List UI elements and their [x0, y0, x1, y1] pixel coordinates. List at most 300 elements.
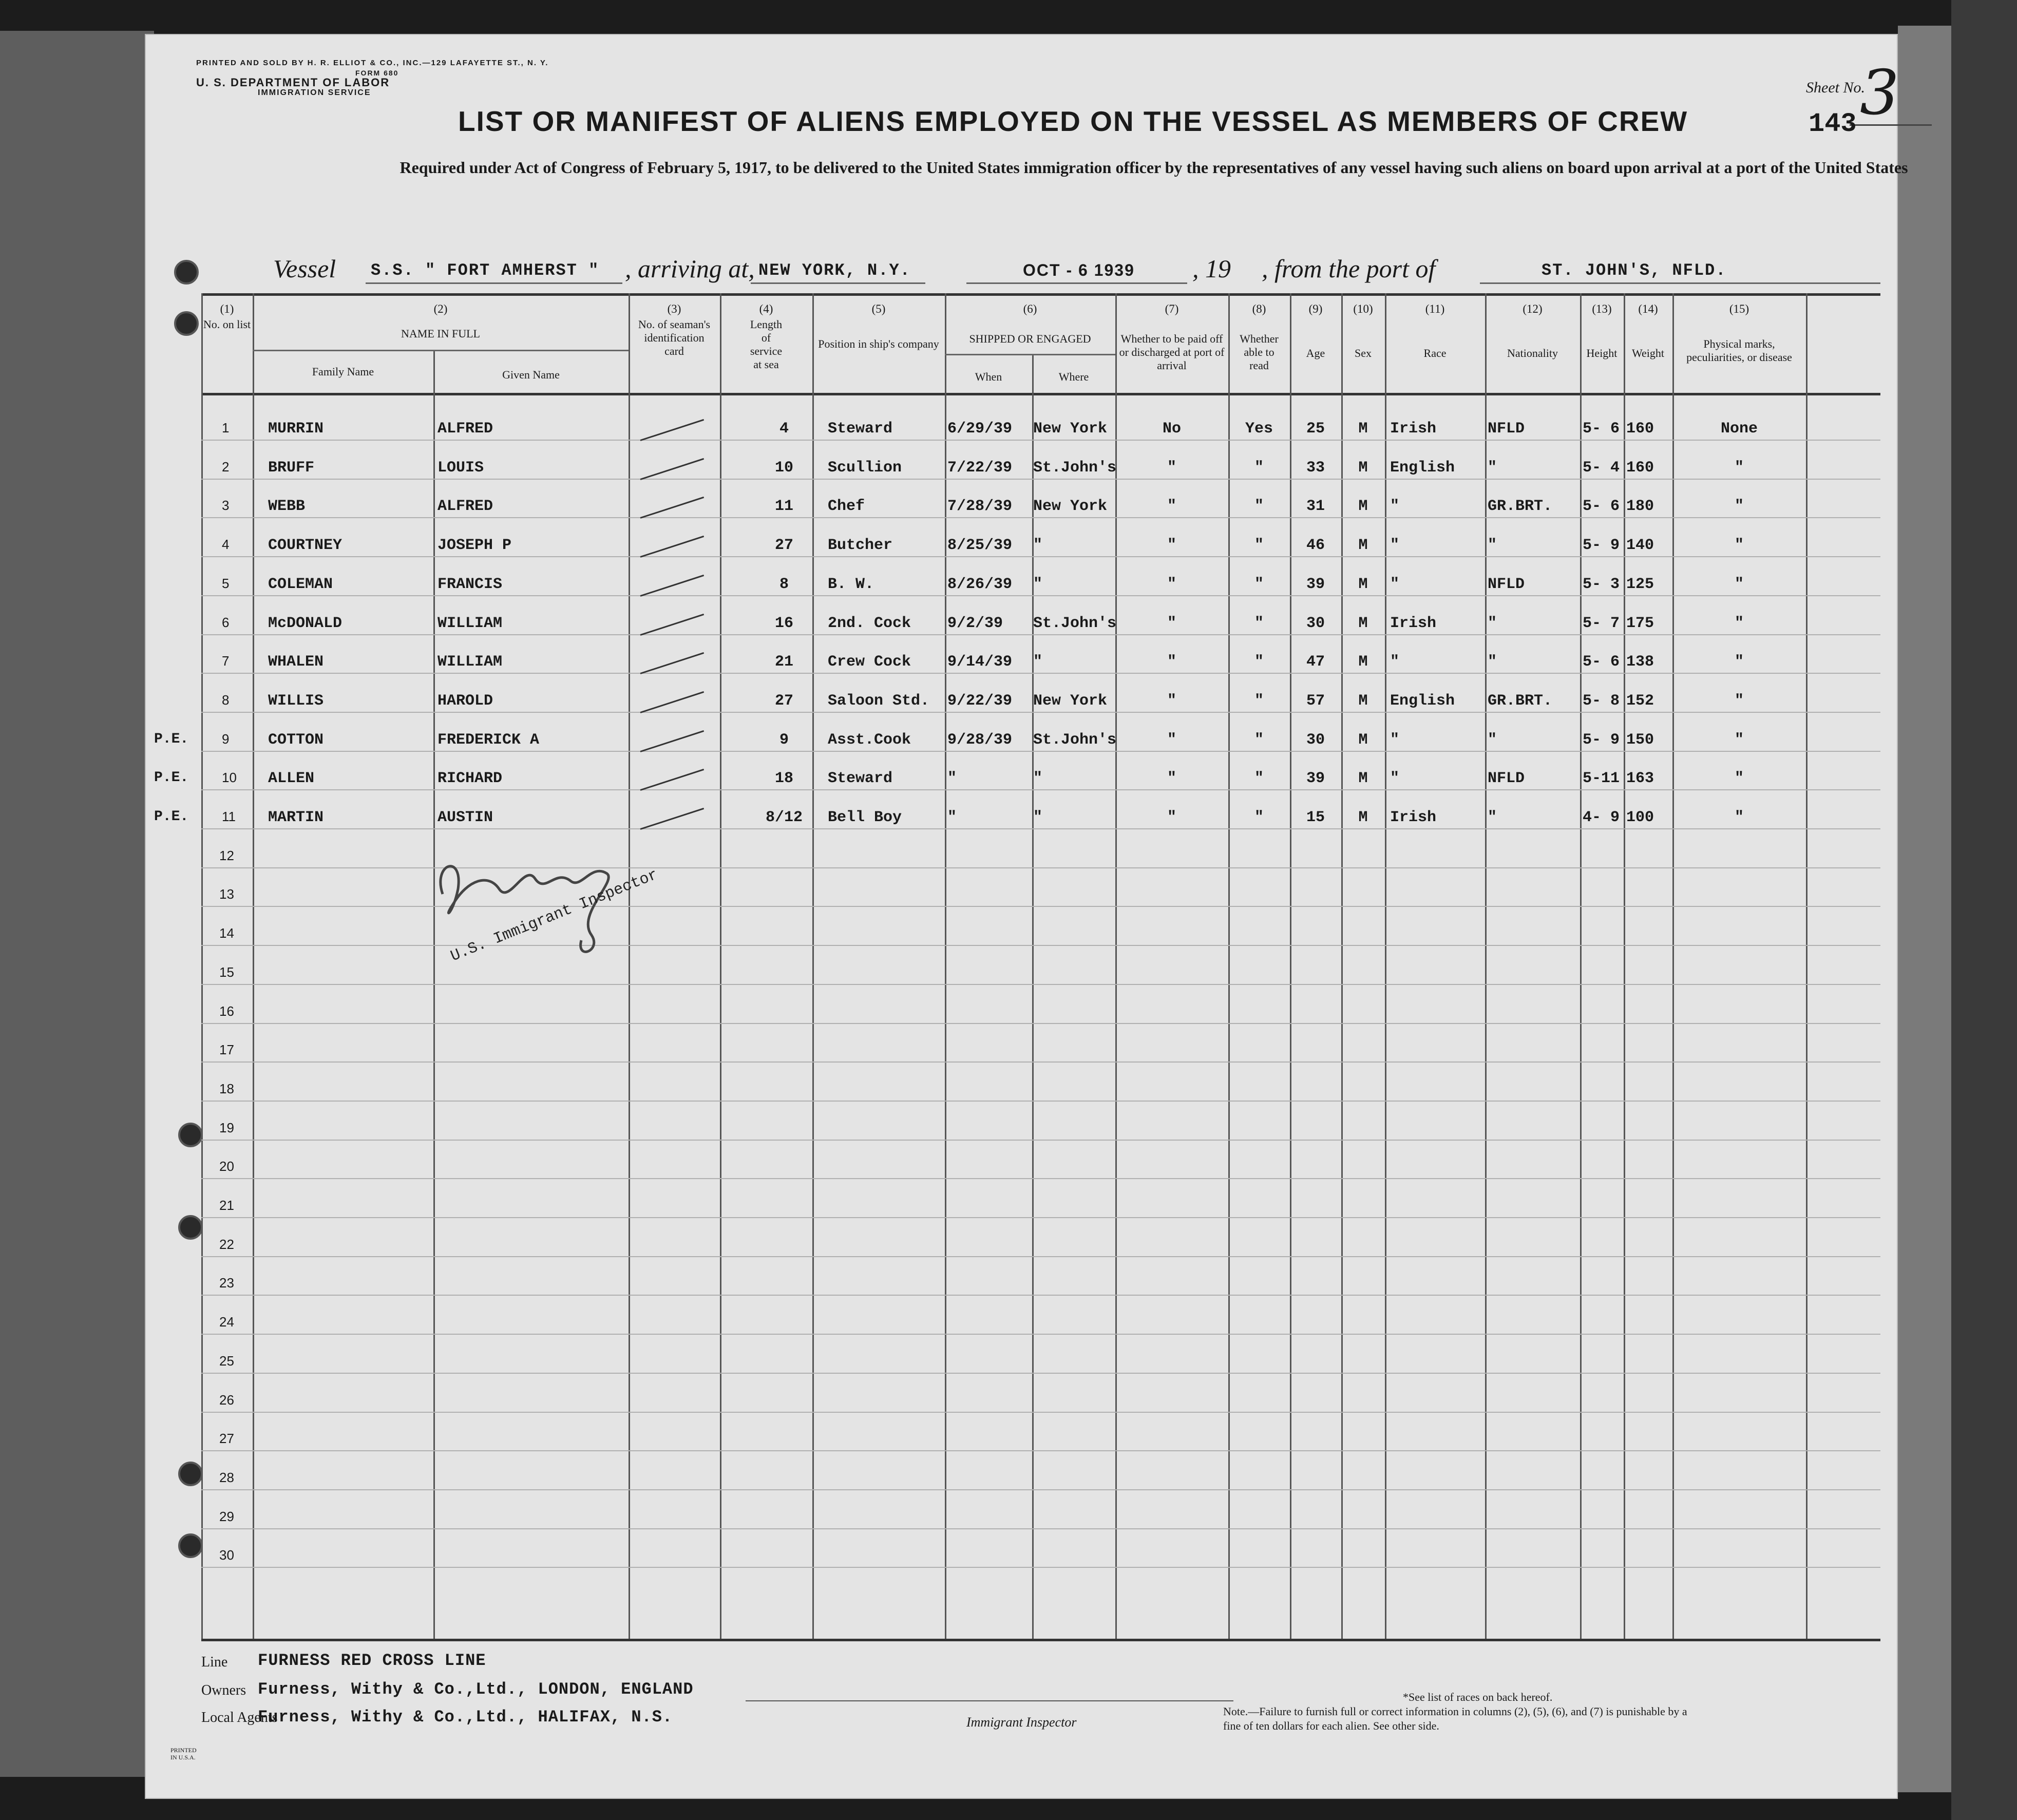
cell-paid-off: " [1167, 498, 1176, 516]
cell-weight: 163 [1626, 770, 1654, 788]
row-number: 19 [219, 1120, 234, 1135]
cell-when: 9/2/39 [947, 614, 1003, 632]
cell-age: 57 [1306, 692, 1325, 710]
row-number: 24 [219, 1314, 234, 1330]
cell-nationality: " [1488, 731, 1497, 749]
background-backing-sheet [1898, 26, 1951, 1792]
cell-read: " [1254, 498, 1264, 516]
cell-race: " [1390, 537, 1400, 555]
cell-marks: " [1734, 692, 1744, 710]
col-border [1580, 293, 1582, 1639]
cell-when: " [947, 770, 957, 788]
cell-paid-off: " [1167, 692, 1176, 710]
col-border [812, 293, 814, 1639]
cell-family: MURRIN [268, 420, 324, 438]
form-number: FORM 680 [355, 69, 399, 77]
row-number: 2 [222, 459, 230, 475]
row-rule [201, 556, 1880, 557]
cell-given: AUSTIN [437, 809, 493, 826]
row-number: 4 [222, 537, 230, 553]
cell-paid-off: " [1167, 653, 1176, 671]
cell-marks: " [1734, 459, 1744, 477]
cell-nationality: GR.BRT. [1488, 692, 1553, 710]
inspector-stamp [422, 832, 710, 976]
row-rule [201, 1023, 1880, 1024]
cell-weight: 100 [1626, 809, 1654, 826]
vessel-info-row [145, 255, 1898, 291]
cell-marks: None [1720, 420, 1758, 438]
cell-family: WEBB [268, 498, 306, 516]
cell-weight: 150 [1626, 731, 1654, 749]
cell-weight: 125 [1626, 575, 1654, 593]
col-border [1806, 293, 1807, 1639]
row-rule [201, 1489, 1880, 1490]
row-number: 6 [222, 614, 230, 630]
cell-age: 46 [1306, 537, 1325, 555]
row-number: 16 [219, 1003, 234, 1019]
col15-header: Physical marks, peculiarities, or disease [1686, 337, 1792, 364]
cell-sex: M [1358, 575, 1368, 593]
cell-marks: " [1734, 653, 1744, 671]
agents-value: Furness, Withy & Co.,Ltd., HALIFAX, N.S. [258, 1708, 673, 1727]
service-name: IMMIGRATION SERVICE [258, 88, 371, 97]
col7-header: Whether to be paid off or discharged at port of arrival [1119, 332, 1225, 372]
col-border [253, 293, 254, 1639]
row-number: 29 [219, 1508, 234, 1524]
cell-sex: M [1358, 498, 1368, 516]
row-rule [201, 1412, 1880, 1413]
cell-nationality: " [1488, 809, 1497, 826]
cell-height: 5- 6 [1583, 653, 1620, 671]
printed-in-usa-mark: PRINTED IN U.S.A. [170, 1747, 197, 1761]
cell-age: 31 [1306, 498, 1325, 516]
cell-service: 8/12 [765, 809, 803, 826]
cell-where: " [1033, 575, 1043, 593]
cell-family: WILLIS [268, 692, 324, 710]
row-rule [201, 1061, 1880, 1063]
cell-where: St.John's [1033, 459, 1117, 477]
cell-marks: " [1734, 731, 1744, 749]
cell-where: St.John's [1033, 614, 1117, 632]
col-border [720, 293, 721, 1639]
cell-service: 27 [774, 692, 793, 710]
cell-nationality: " [1488, 537, 1497, 555]
printer-line: PRINTED AND SOLD BY H. R. ELLIOT & CO., INC.—129 LAFAYETTE ST., N. Y. [196, 59, 549, 67]
line-label: Line [201, 1654, 228, 1670]
department-name: U. S. DEPARTMENT OF LABOR [196, 76, 390, 89]
cell-family: COURTNEY [268, 537, 342, 555]
cell-when: 8/25/39 [947, 537, 1013, 555]
row-rule [201, 1295, 1880, 1296]
row-rule [201, 673, 1880, 674]
row-number: 22 [219, 1236, 234, 1252]
col4-number: (4) [759, 302, 773, 315]
cell-where: St.John's [1033, 731, 1117, 749]
col9-header: Age [1306, 347, 1325, 359]
cell-sex: M [1358, 459, 1368, 477]
row-number: 26 [219, 1392, 234, 1408]
col15-number: (15) [1729, 302, 1749, 315]
row-rule [201, 1256, 1880, 1257]
cell-position: 2nd. Cock [828, 614, 911, 632]
cell-family: McDONALD [268, 614, 342, 632]
table-top-border [201, 293, 1880, 296]
footer [145, 1639, 1898, 1793]
id-card-dash [640, 808, 705, 830]
col-border [1290, 293, 1291, 1639]
cell-when: 8/26/39 [947, 575, 1013, 593]
row-rule [201, 1101, 1880, 1102]
col12-number: (12) [1523, 302, 1543, 315]
row-number: 10 [222, 770, 237, 786]
cell-age: 30 [1306, 614, 1325, 632]
id-card-dash [640, 419, 705, 441]
col-border [1485, 293, 1487, 1639]
cell-age: 47 [1306, 653, 1325, 671]
row-number: 28 [219, 1469, 234, 1485]
cell-nationality: " [1488, 459, 1497, 477]
cell-sex: M [1358, 537, 1368, 555]
cell-height: 5- 6 [1583, 420, 1620, 438]
cell-read: " [1254, 770, 1264, 788]
pe-mark: P.E. [154, 731, 189, 747]
cell-position: Bell Boy [828, 809, 902, 826]
id-card-dash [640, 497, 705, 519]
cell-when: 9/28/39 [947, 731, 1013, 749]
cell-given: LOUIS [437, 459, 484, 477]
cell-position: Scullion [828, 459, 902, 477]
vessel-name: S.S. " FORT AMHERST " [371, 261, 600, 280]
cell-weight: 160 [1626, 459, 1654, 477]
id-card-dash [640, 575, 705, 597]
sheet-number: 3 [1860, 58, 1899, 129]
row-number: 8 [222, 692, 230, 708]
row-number: 21 [219, 1198, 234, 1213]
cell-read: " [1254, 692, 1264, 710]
cell-family: COTTON [268, 731, 324, 749]
col13-header: Height [1586, 347, 1618, 359]
pe-mark: P.E. [154, 770, 189, 786]
cell-nationality: " [1488, 653, 1497, 671]
row-number: 30 [219, 1547, 234, 1563]
col6-where-header: Where [1058, 370, 1089, 383]
cell-service: 4 [779, 420, 789, 438]
cell-marks: " [1734, 614, 1744, 632]
col11-number: (11) [1425, 302, 1445, 315]
cell-height: 5- 4 [1583, 459, 1620, 477]
row-rule [201, 634, 1880, 635]
cell-given: FRANCIS [437, 575, 503, 593]
col2-header: NAME IN FULL [401, 327, 480, 340]
col3-number: (3) [667, 302, 681, 315]
pe-mark: P.E. [154, 809, 189, 825]
row-rule [201, 1528, 1880, 1529]
row-number: 27 [219, 1431, 234, 1447]
row-number: 12 [219, 847, 234, 863]
id-card-dash [640, 730, 705, 752]
cell-height: 5- 9 [1583, 537, 1620, 555]
cell-service: 18 [774, 770, 793, 788]
row-rule [201, 712, 1880, 713]
cell-read: " [1254, 653, 1264, 671]
col11-header: Race [1423, 347, 1447, 359]
cell-sex: M [1358, 770, 1368, 788]
cell-paid-off: " [1167, 770, 1176, 788]
from-underline [1480, 282, 1880, 284]
cell-nationality: " [1488, 614, 1497, 632]
row-rule [201, 479, 1880, 480]
col2-number: (2) [433, 302, 448, 315]
cell-where: " [1033, 809, 1043, 826]
col5-header: Position in ship's company [818, 337, 939, 350]
agents-label: Local Agents [201, 1710, 278, 1726]
row-number: 7 [222, 653, 230, 669]
name-header-divider [253, 350, 629, 351]
owners-value: Furness, Withy & Co.,Ltd., LONDON, ENGLAND [258, 1680, 694, 1699]
cell-nationality: NFLD [1488, 770, 1525, 788]
col1-header: No. on list [203, 318, 251, 331]
row-number: 17 [219, 1042, 234, 1058]
inspector-signature-line [746, 1700, 1233, 1701]
col14-number: (14) [1638, 302, 1658, 315]
cell-height: 5-11 [1583, 770, 1620, 788]
cell-given: FREDERICK A [437, 731, 540, 749]
cell-where: " [1033, 770, 1043, 788]
row-number: 15 [219, 964, 234, 980]
cell-service: 21 [774, 653, 793, 671]
cell-service: 16 [774, 614, 793, 632]
cell-given: RICHARD [437, 770, 503, 788]
arriving-label: , arriving at, [625, 254, 755, 283]
cell-given: ALFRED [437, 498, 493, 516]
cell-weight: 138 [1626, 653, 1654, 671]
cell-age: 39 [1306, 575, 1325, 593]
col5-number: (5) [871, 302, 886, 315]
col-border [945, 293, 946, 1639]
cell-paid-off: No [1162, 420, 1181, 438]
cell-service: 9 [779, 731, 789, 749]
cell-age: 33 [1306, 459, 1325, 477]
stamp-title: U.S. Immigrant Inspector [448, 866, 661, 966]
cell-when: " [947, 809, 957, 826]
cell-age: 15 [1306, 809, 1325, 826]
from-port: ST. JOHN'S, NFLD. [1542, 261, 1727, 280]
penalty-note: Note.—Failure to furnish full or correct information in columns (2), (5), (6), and (7) is punishable by a fine of ten dollars for each alien. See other side. [1223, 1705, 1687, 1732]
cell-height: 5- 3 [1583, 575, 1620, 593]
crew-table [145, 293, 1891, 1639]
manifest-page [145, 34, 1908, 1799]
row-number: 9 [222, 731, 230, 747]
cell-given: WILLIAM [437, 614, 503, 632]
cell-height: 4- 9 [1583, 809, 1620, 826]
col2-given-header: Given Name [502, 368, 560, 381]
footer-top-border [201, 1639, 1880, 1641]
col-border [201, 293, 203, 1639]
cell-read: " [1254, 809, 1264, 826]
cell-nationality: NFLD [1488, 420, 1525, 438]
cell-where: " [1033, 537, 1043, 555]
id-card-dash [640, 458, 705, 480]
row-number: 11 [222, 809, 236, 824]
col13-number: (13) [1592, 302, 1612, 315]
id-card-dash [640, 536, 705, 558]
cell-race: " [1390, 498, 1400, 516]
cell-weight: 152 [1626, 692, 1654, 710]
row-rule [201, 1334, 1880, 1335]
cell-race: English [1390, 692, 1455, 710]
cell-marks: " [1734, 770, 1744, 788]
cell-race: Irish [1390, 614, 1437, 632]
col-border [1115, 293, 1117, 1639]
row-rule [201, 1217, 1880, 1218]
col6-when-header: When [975, 370, 1002, 383]
cell-given: JOSEPH P [437, 537, 512, 555]
cell-height: 5- 6 [1583, 498, 1620, 516]
page-title: LIST OR MANIFEST OF ALIENS EMPLOYED ON THE VESSEL AS MEMBERS OF CREW [458, 105, 1688, 137]
col-border [1624, 293, 1625, 1639]
col7-number: (7) [1165, 302, 1179, 315]
cell-where: New York [1033, 420, 1108, 438]
col1-number: (1) [220, 302, 234, 315]
cell-weight: 180 [1626, 498, 1654, 516]
row-rule [201, 1178, 1880, 1179]
sheet-label: Sheet No. [1806, 79, 1865, 96]
cell-read: " [1254, 731, 1264, 749]
row-rule [201, 828, 1880, 829]
row-rule [201, 595, 1880, 596]
cell-family: MARTIN [268, 809, 324, 826]
row-rule [201, 789, 1880, 790]
vessel-underline [366, 282, 622, 284]
col-border [1228, 293, 1230, 1639]
arriving-underline [751, 282, 925, 284]
cell-sex: M [1358, 731, 1368, 749]
background-left [0, 31, 154, 1777]
row-number: 1 [222, 420, 230, 435]
cell-position: Butcher [828, 537, 893, 555]
shipped-header-divider [945, 354, 1115, 355]
cell-sex: M [1358, 692, 1368, 710]
col4-header: Length of service at sea [750, 318, 783, 371]
header-bottom-border [201, 393, 1880, 395]
cell-given: ALFRED [437, 420, 493, 438]
cell-nationality: GR.BRT. [1488, 498, 1553, 516]
col6-header: SHIPPED OR ENGAGED [969, 332, 1091, 345]
cell-position: Chef [828, 498, 865, 516]
col9-number: (9) [1308, 302, 1323, 315]
row-rule [201, 984, 1880, 985]
arrival-date: OCT - 6 1939 [1023, 261, 1135, 279]
cell-read: " [1254, 575, 1264, 593]
cell-read: " [1254, 537, 1264, 555]
cell-marks: " [1734, 537, 1744, 555]
row-number: 25 [219, 1353, 234, 1369]
cell-read: " [1254, 459, 1264, 477]
cell-race: Irish [1390, 420, 1437, 438]
cell-where: " [1033, 653, 1043, 671]
cell-race: " [1390, 770, 1400, 788]
cell-age: 39 [1306, 770, 1325, 788]
id-card-dash [640, 691, 705, 713]
row-number: 3 [222, 498, 230, 514]
cell-age: 30 [1306, 731, 1325, 749]
cell-family: COLEMAN [268, 575, 333, 593]
row-number: 20 [219, 1159, 234, 1174]
cell-when: 9/14/39 [947, 653, 1013, 671]
cell-weight: 140 [1626, 537, 1654, 555]
cell-position: B. W. [828, 575, 874, 593]
col-border [433, 350, 435, 1639]
cell-weight: 175 [1626, 614, 1654, 632]
col-border [1341, 293, 1343, 1639]
col-border [1672, 293, 1674, 1639]
arriving-port: NEW YORK, N.Y. [758, 261, 911, 280]
cell-where: New York [1033, 498, 1108, 516]
row-rule [201, 1140, 1880, 1141]
col6-number: (6) [1023, 302, 1037, 315]
row-number: 13 [219, 886, 234, 902]
background-right [1951, 0, 2017, 1820]
cell-paid-off: " [1167, 459, 1176, 477]
col14-header: Weight [1632, 347, 1664, 359]
cell-race: " [1390, 731, 1400, 749]
requirement-text: Required under Act of Congress of February 5, 1917, to be delivered to the United States immigration officer by the representatives of any vessel having such aliens on board upon arrival at a port of the United States [399, 158, 1908, 177]
col3-header: No. of seaman's identification card [638, 318, 711, 357]
cell-marks: " [1734, 809, 1744, 826]
cell-when: 6/29/39 [947, 420, 1013, 438]
cell-paid-off: " [1167, 614, 1176, 632]
id-card-dash [640, 652, 705, 674]
cell-family: ALLEN [268, 770, 315, 788]
row-rule [201, 751, 1880, 752]
cell-position: Crew Cock [828, 653, 911, 671]
line-value: FURNESS RED CROSS LINE [258, 1651, 486, 1670]
cell-service: 10 [774, 459, 793, 477]
row-rule [201, 1373, 1880, 1374]
cell-nationality: NFLD [1488, 575, 1525, 593]
cell-height: 5- 7 [1583, 614, 1620, 632]
cell-position: Asst.Cook [828, 731, 911, 749]
cell-weight: 160 [1626, 420, 1654, 438]
cell-sex: M [1358, 614, 1368, 632]
cell-when: 7/22/39 [947, 459, 1013, 477]
cell-position: Steward [828, 770, 893, 788]
cell-read: Yes [1245, 420, 1273, 438]
vessel-label: Vessel [273, 254, 336, 283]
row-rule [201, 517, 1880, 518]
cell-paid-off: " [1167, 537, 1176, 555]
date-underline [966, 282, 1187, 284]
cell-race: English [1390, 459, 1455, 477]
inspector-label: Immigrant Inspector [966, 1715, 1077, 1730]
col2-family-header: Family Name [312, 365, 374, 378]
row-number: 5 [222, 575, 230, 591]
cell-when: 9/22/39 [947, 692, 1013, 710]
cell-when: 7/28/39 [947, 498, 1013, 516]
cell-marks: " [1734, 575, 1744, 593]
id-card-dash [640, 769, 705, 791]
from-label: , from the port of [1262, 254, 1436, 283]
cell-paid-off: " [1167, 809, 1176, 826]
cell-height: 5- 9 [1583, 731, 1620, 749]
row-rule [201, 1450, 1880, 1451]
cell-service: 11 [774, 498, 793, 516]
cell-race: " [1390, 653, 1400, 671]
col8-header: Whether able to read [1240, 332, 1279, 372]
cell-sex: M [1358, 653, 1368, 671]
manifest-number: 143 [1809, 109, 1857, 139]
cell-position: Saloon Std. [828, 692, 930, 710]
